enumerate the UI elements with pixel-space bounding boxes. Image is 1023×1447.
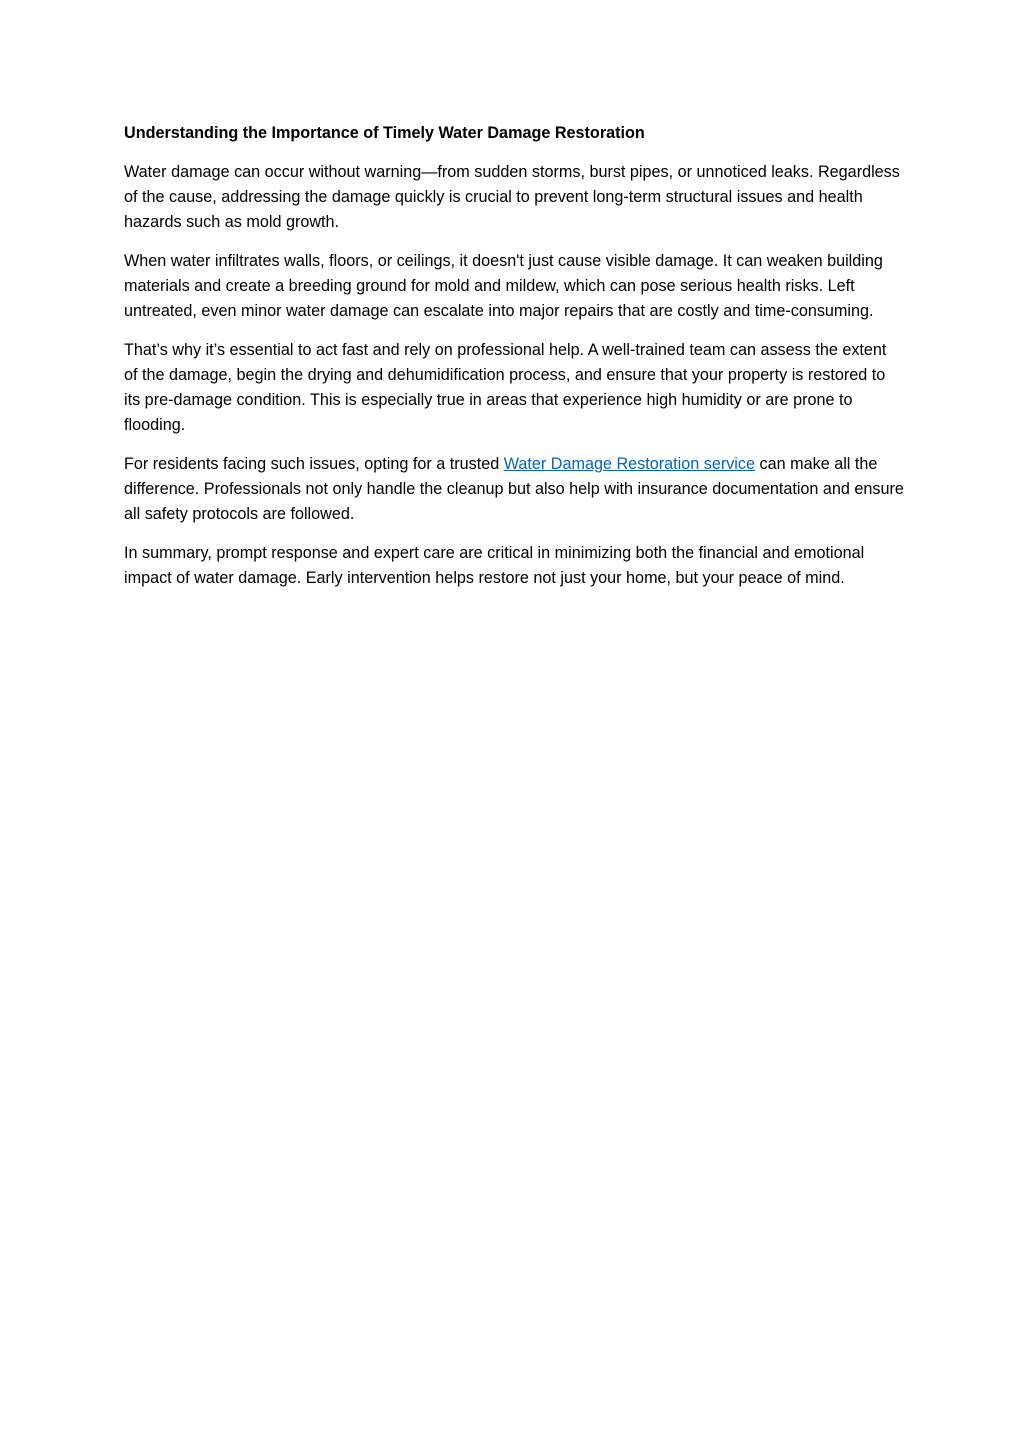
water-damage-restoration-link[interactable]: Water Damage Restoration service — [503, 455, 756, 473]
paragraph-service — [124, 452, 904, 527]
paragraph-summary: In summary, prompt response and expert care are critical in minimizing both the financial and emotional impact of water damage. Early intervention helps restore not just your home, but your peace of mind. — [124, 544, 865, 587]
paragraph-intro: Water damage can occur without warning—from sudden storms, burst pipes, or unnoticed leaks. Regardless of the cause, addressing the damage quickly is crucial to prevent long-term structural issues and health hazards such as mold growth. — [124, 163, 900, 231]
document-title: Understanding the Importance of Timely Water Damage Restoration — [124, 124, 645, 142]
paragraph-professional-help: That’s why it’s essential to act fast and rely on professional help. A well-trained team can assess the extent of the damage, begin the drying and dehumidification process, and ensure that your property is restored to its pre-damage condition. This is especially true in areas that experience high humidity or are prone to flooding. — [124, 341, 887, 434]
paragraph-effects: When water infiltrates walls, floors, or ceilings, it doesn't just cause visible damage. It can weaken building materials and create a breeding ground for mold and mildew, which can pose serious health risks. Left untreated, even minor water damage can escalate into major repairs that are costly and time-consuming. — [124, 252, 883, 320]
service-text-before: For residents facing such issues, opting for a trusted — [124, 455, 504, 473]
service-text-after: can make all the difference. Professionals not only handle the cleanup but also help with insurance documentation and ensure all safety protocols are followed. — [124, 455, 904, 523]
document-page — [124, 121, 904, 605]
